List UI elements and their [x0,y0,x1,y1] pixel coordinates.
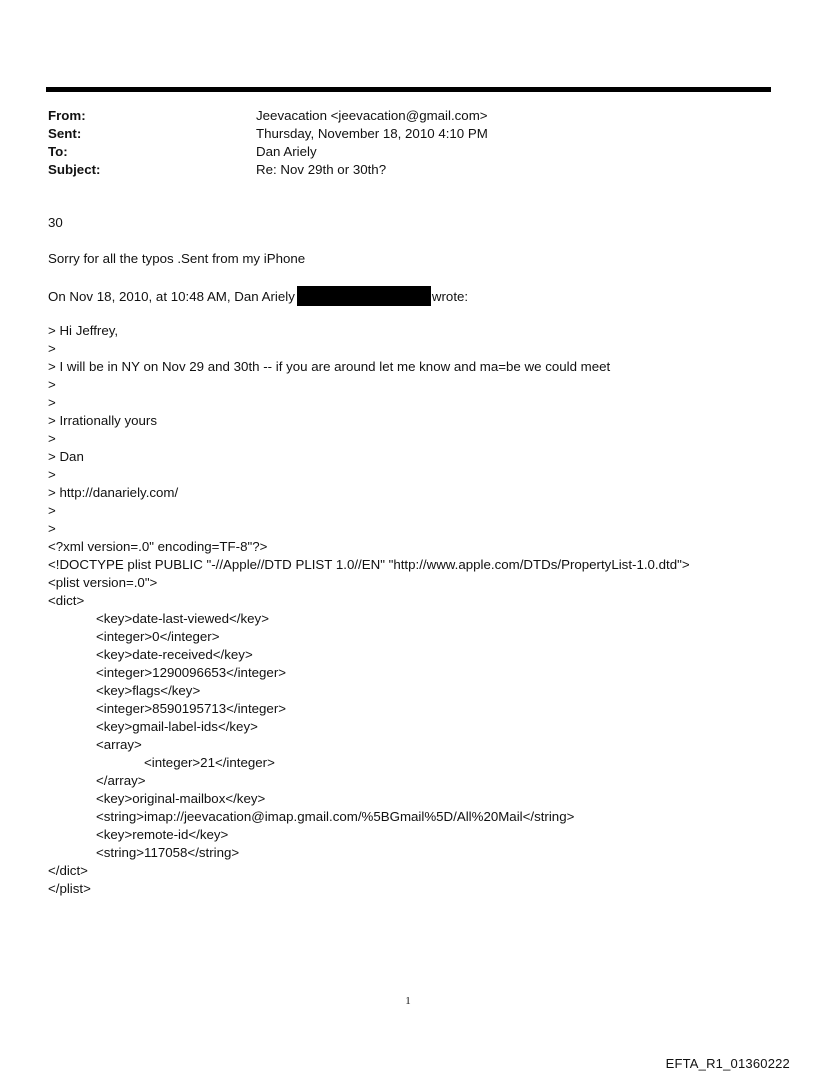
quoted-line: > [48,521,56,536]
plist-line: <key>date-received</key> [96,647,253,662]
quoted-line: > I will be in NY on Nov 29 and 30th -- if you are around let me know and ma=be we could meet [48,359,611,374]
plist-line: <integer>1290096653</integer> [96,665,287,680]
plist-line: <?xml version=.0" encoding=TF-8"?> [48,539,268,554]
from-value: Jeevacation <jeevacation@gmail.com> [256,108,488,123]
quoted-line: > [48,467,56,482]
quoted-line: > [48,431,56,446]
subject-label: Subject: [48,162,101,177]
from-label: From: [48,108,86,123]
quote-intro-after: wrote: [431,289,469,304]
to-value: Dan Ariely [256,144,317,159]
to-label: To: [48,144,68,159]
plist-line: <key>date-last-viewed</key> [96,611,269,626]
from-row [48,107,748,125]
quoted-line: > Irrationally yours [48,413,158,428]
to-row [48,143,748,161]
plist-line: <string>117058</string> [96,845,240,860]
plist-line: <key>remote-id</key> [96,827,229,842]
quote-intro [48,286,758,304]
page-number: 1 [405,995,411,1007]
sent-row [48,125,748,143]
redaction-block [297,286,431,306]
plist-line: <array> [96,737,142,752]
plist-line: <key>gmail-label-ids</key> [96,719,258,734]
email-body [48,214,758,898]
quoted-line: > [48,395,56,410]
plist-line: <string>imap://jeevacation@imap.gmail.com/%5BGmail%5D/All%20Mail</string> [96,809,575,824]
signature-text: Sorry for all the typos .Sent from my iPhone [48,251,306,266]
subject-value: Re: Nov 29th or 30th? [256,162,387,177]
plist-line: <key>original-mailbox</key> [96,791,266,806]
reply-text: 30 [48,215,63,230]
quote-intro-before: On Nov 18, 2010, at 10:48 AM, Dan Ariely [48,289,295,304]
plist-line: </array> [96,773,146,788]
quoted-line: > [48,503,56,518]
plist-line: <key>flags</key> [96,683,201,698]
quoted-line: > http://danariely.com/ [48,485,179,500]
quoted-line: > Hi Jeffrey, [48,323,119,338]
subject-row [48,161,748,179]
bates-number: EFTA_R1_01360222 [665,1056,790,1071]
plist-line: </dict> [48,863,88,878]
plist-line: <integer>0</integer> [96,629,220,644]
header-rule [46,87,771,92]
quoted-line: > Dan [48,449,84,464]
quoted-line: > [48,341,56,356]
plist-line: <integer>21</integer> [144,755,275,770]
plist-line: <plist version=.0"> [48,575,158,590]
plist-line: <integer>8590195713</integer> [96,701,287,716]
quoted-line: > [48,377,56,392]
email-header [48,107,748,179]
plist-line: <!DOCTYPE plist PUBLIC "-//Apple//DTD PLIST 1.0//EN" "http://www.apple.com/DTDs/PropertyList-1.0.dtd"> [48,557,690,572]
plist-line: <dict> [48,593,85,608]
sent-label: Sent: [48,126,82,141]
sent-value: Thursday, November 18, 2010 4:10 PM [256,126,488,141]
plist-line: </plist> [48,881,91,896]
